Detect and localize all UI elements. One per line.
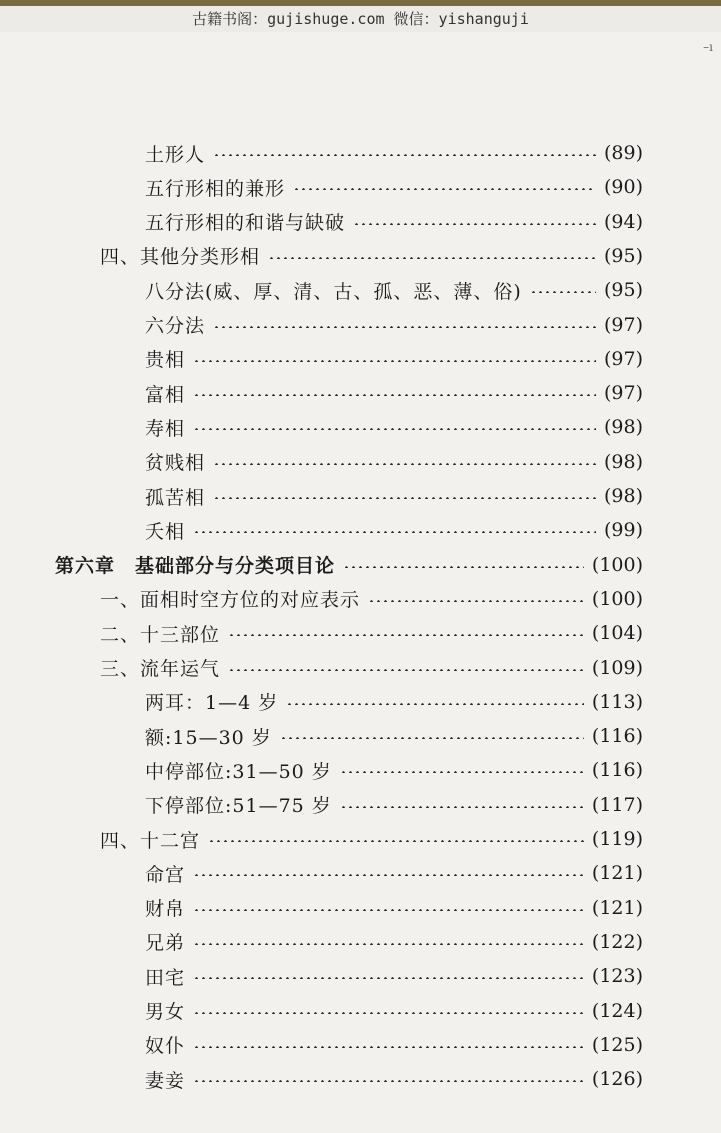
- toc-entry-title: 两耳：1—4 岁: [145, 692, 279, 715]
- toc-entry-title: 财帛: [145, 898, 186, 921]
- dot-leader: [213, 497, 596, 499]
- dot-leader: [286, 703, 584, 705]
- toc-subsection-entry: [145, 513, 643, 547]
- dot-leader: [368, 600, 584, 602]
- dot-leader: [228, 669, 584, 671]
- toc-entry-title: 中停部位:31—50 岁: [145, 760, 332, 783]
- toc-subsection-entry: [145, 753, 643, 787]
- toc-entry-title: 命宫: [145, 863, 186, 886]
- toc-entry-title: 夭相: [145, 520, 186, 543]
- toc-subsection-entry: [145, 719, 643, 753]
- toc-page-number: (116): [591, 725, 643, 748]
- toc-entry-title: 贵相: [145, 349, 186, 372]
- toc-entry-title: 五行形相的和谐与缺破: [145, 212, 346, 235]
- toc-entry-title: 下停部位:51—75 岁: [145, 795, 332, 818]
- toc-page-number: (95): [603, 244, 643, 267]
- dot-leader: [343, 566, 584, 568]
- toc-page-number: (100): [591, 587, 643, 610]
- toc-entry-title: 贫贱相: [145, 452, 206, 475]
- dot-leader: [353, 223, 596, 225]
- toc-entry-title: 土形人: [145, 143, 206, 166]
- toc-entry-title: 三、流年运气: [100, 658, 221, 680]
- dot-leader: [193, 428, 596, 430]
- toc-page-number: (122): [591, 930, 643, 953]
- toc-page-number: (116): [591, 759, 643, 782]
- toc-page-number: (100): [591, 553, 643, 576]
- toc-entry-title: 四、十二宫: [100, 829, 201, 852]
- toc-entry-title: 富相: [145, 383, 186, 406]
- toc-entry-title: 一、面相时空方位的对应表示: [100, 589, 361, 612]
- toc-entry-title: 第六章 基础部分与分类项目论: [55, 555, 336, 578]
- toc-entry-title: 田宅: [145, 966, 186, 989]
- toc-subsection-entry: [145, 959, 643, 993]
- toc-entry-title: 男女: [145, 1001, 186, 1023]
- toc-section-entry: [100, 822, 643, 856]
- toc-page-number: (97): [603, 347, 643, 370]
- toc-entry-title: 孤苦相: [145, 486, 206, 509]
- toc-section-entry: [100, 651, 643, 685]
- dot-leader: [213, 154, 596, 156]
- dot-leader: [213, 326, 596, 328]
- toc-page-number: (94): [603, 210, 643, 233]
- toc-page-number: (97): [603, 382, 643, 405]
- toc-entry-title: 六分法: [145, 315, 206, 337]
- toc-entry-title: 额:15—30 岁: [145, 726, 272, 749]
- toc-subsection-entry: [145, 685, 643, 719]
- toc-subsection-entry: [145, 308, 643, 342]
- toc-page-number: (89): [603, 142, 643, 164]
- toc-page-number: (119): [591, 828, 643, 850]
- toc-page-number: (95): [603, 279, 643, 302]
- toc-subsection-entry: [145, 410, 643, 444]
- toc-subsection-entry: [145, 479, 643, 513]
- dot-leader: [193, 1012, 584, 1014]
- toc-entry-title: 二、十三部位: [100, 623, 221, 646]
- toc-page-number: (126): [591, 1068, 643, 1091]
- toc-page-number: (125): [591, 1033, 643, 1056]
- dot-leader: [293, 188, 596, 190]
- toc-entry-title: 兄弟: [145, 932, 186, 955]
- toc-subsection-entry: [145, 342, 643, 376]
- toc-entry-title: 五行形相的兼形: [145, 177, 286, 200]
- dot-leader: [193, 977, 584, 979]
- toc-page-number: (121): [591, 862, 643, 885]
- toc-page-number: (109): [591, 656, 643, 679]
- toc-subsection-entry: [145, 170, 643, 204]
- toc-subsection-entry: [145, 273, 643, 307]
- toc-section-entry: [100, 582, 643, 616]
- toc-page-number: (90): [603, 176, 643, 199]
- toc-subsection-entry: [145, 1028, 643, 1062]
- toc-section-entry: [100, 616, 643, 650]
- toc-entry-title: 妻妾: [145, 1069, 186, 1092]
- toc-page-number: (97): [603, 313, 643, 336]
- dot-leader: [340, 806, 584, 808]
- toc-subsection-entry: [145, 925, 643, 959]
- toc-subsection-entry: [145, 856, 643, 890]
- dot-leader: [193, 360, 596, 362]
- dot-leader: [228, 634, 584, 636]
- toc-page-number: (121): [591, 896, 643, 919]
- watermark-text: 古籍书阁：gujishuge.com 微信：yishanguji: [192, 10, 529, 28]
- toc-subsection-entry: [145, 205, 643, 239]
- toc-entry-title: 四、其他分类形相: [100, 246, 261, 269]
- dot-leader: [193, 531, 596, 533]
- toc-entry-title: 八分法(威、厚、清、古、孤、恶、薄、俗): [145, 280, 522, 303]
- top-border: [0, 0, 721, 6]
- toc-entry-title: 寿相: [145, 417, 186, 440]
- toc-subsection-entry: [145, 1062, 643, 1096]
- toc-subsection-entry: [145, 136, 643, 170]
- dot-leader: [268, 257, 596, 259]
- toc-page-number: (113): [591, 690, 643, 713]
- dot-leader: [340, 771, 584, 773]
- toc-page-number: (124): [591, 999, 643, 1022]
- toc-subsection-entry: [145, 994, 643, 1028]
- toc-page-number: (98): [603, 416, 643, 439]
- corner-mark: –ı: [703, 40, 713, 54]
- toc-page-number: (104): [591, 622, 643, 645]
- dot-leader: [193, 394, 596, 396]
- dot-leader: [193, 874, 584, 876]
- toc-page-number: (99): [603, 519, 643, 542]
- dot-leader: [193, 1080, 584, 1082]
- dot-leader: [213, 463, 596, 465]
- toc-page-number: (117): [591, 793, 643, 816]
- dot-leader: [193, 1046, 584, 1048]
- toc-subsection-entry: [145, 376, 643, 410]
- dot-leader: [208, 840, 584, 842]
- toc-page-number: (98): [603, 485, 643, 507]
- toc-entry-title: 奴仆: [145, 1035, 186, 1058]
- dot-leader: [530, 291, 596, 293]
- dot-leader: [193, 909, 584, 911]
- toc-subsection-entry: [145, 445, 643, 479]
- toc-page-number: (123): [591, 965, 643, 988]
- dot-leader: [193, 943, 584, 945]
- toc-chapter-entry: [55, 548, 643, 582]
- toc-section-entry: [100, 239, 643, 273]
- dot-leader: [280, 737, 584, 739]
- toc-subsection-entry: [145, 788, 643, 822]
- toc-page-number: (98): [603, 450, 643, 473]
- toc-subsection-entry: [145, 891, 643, 925]
